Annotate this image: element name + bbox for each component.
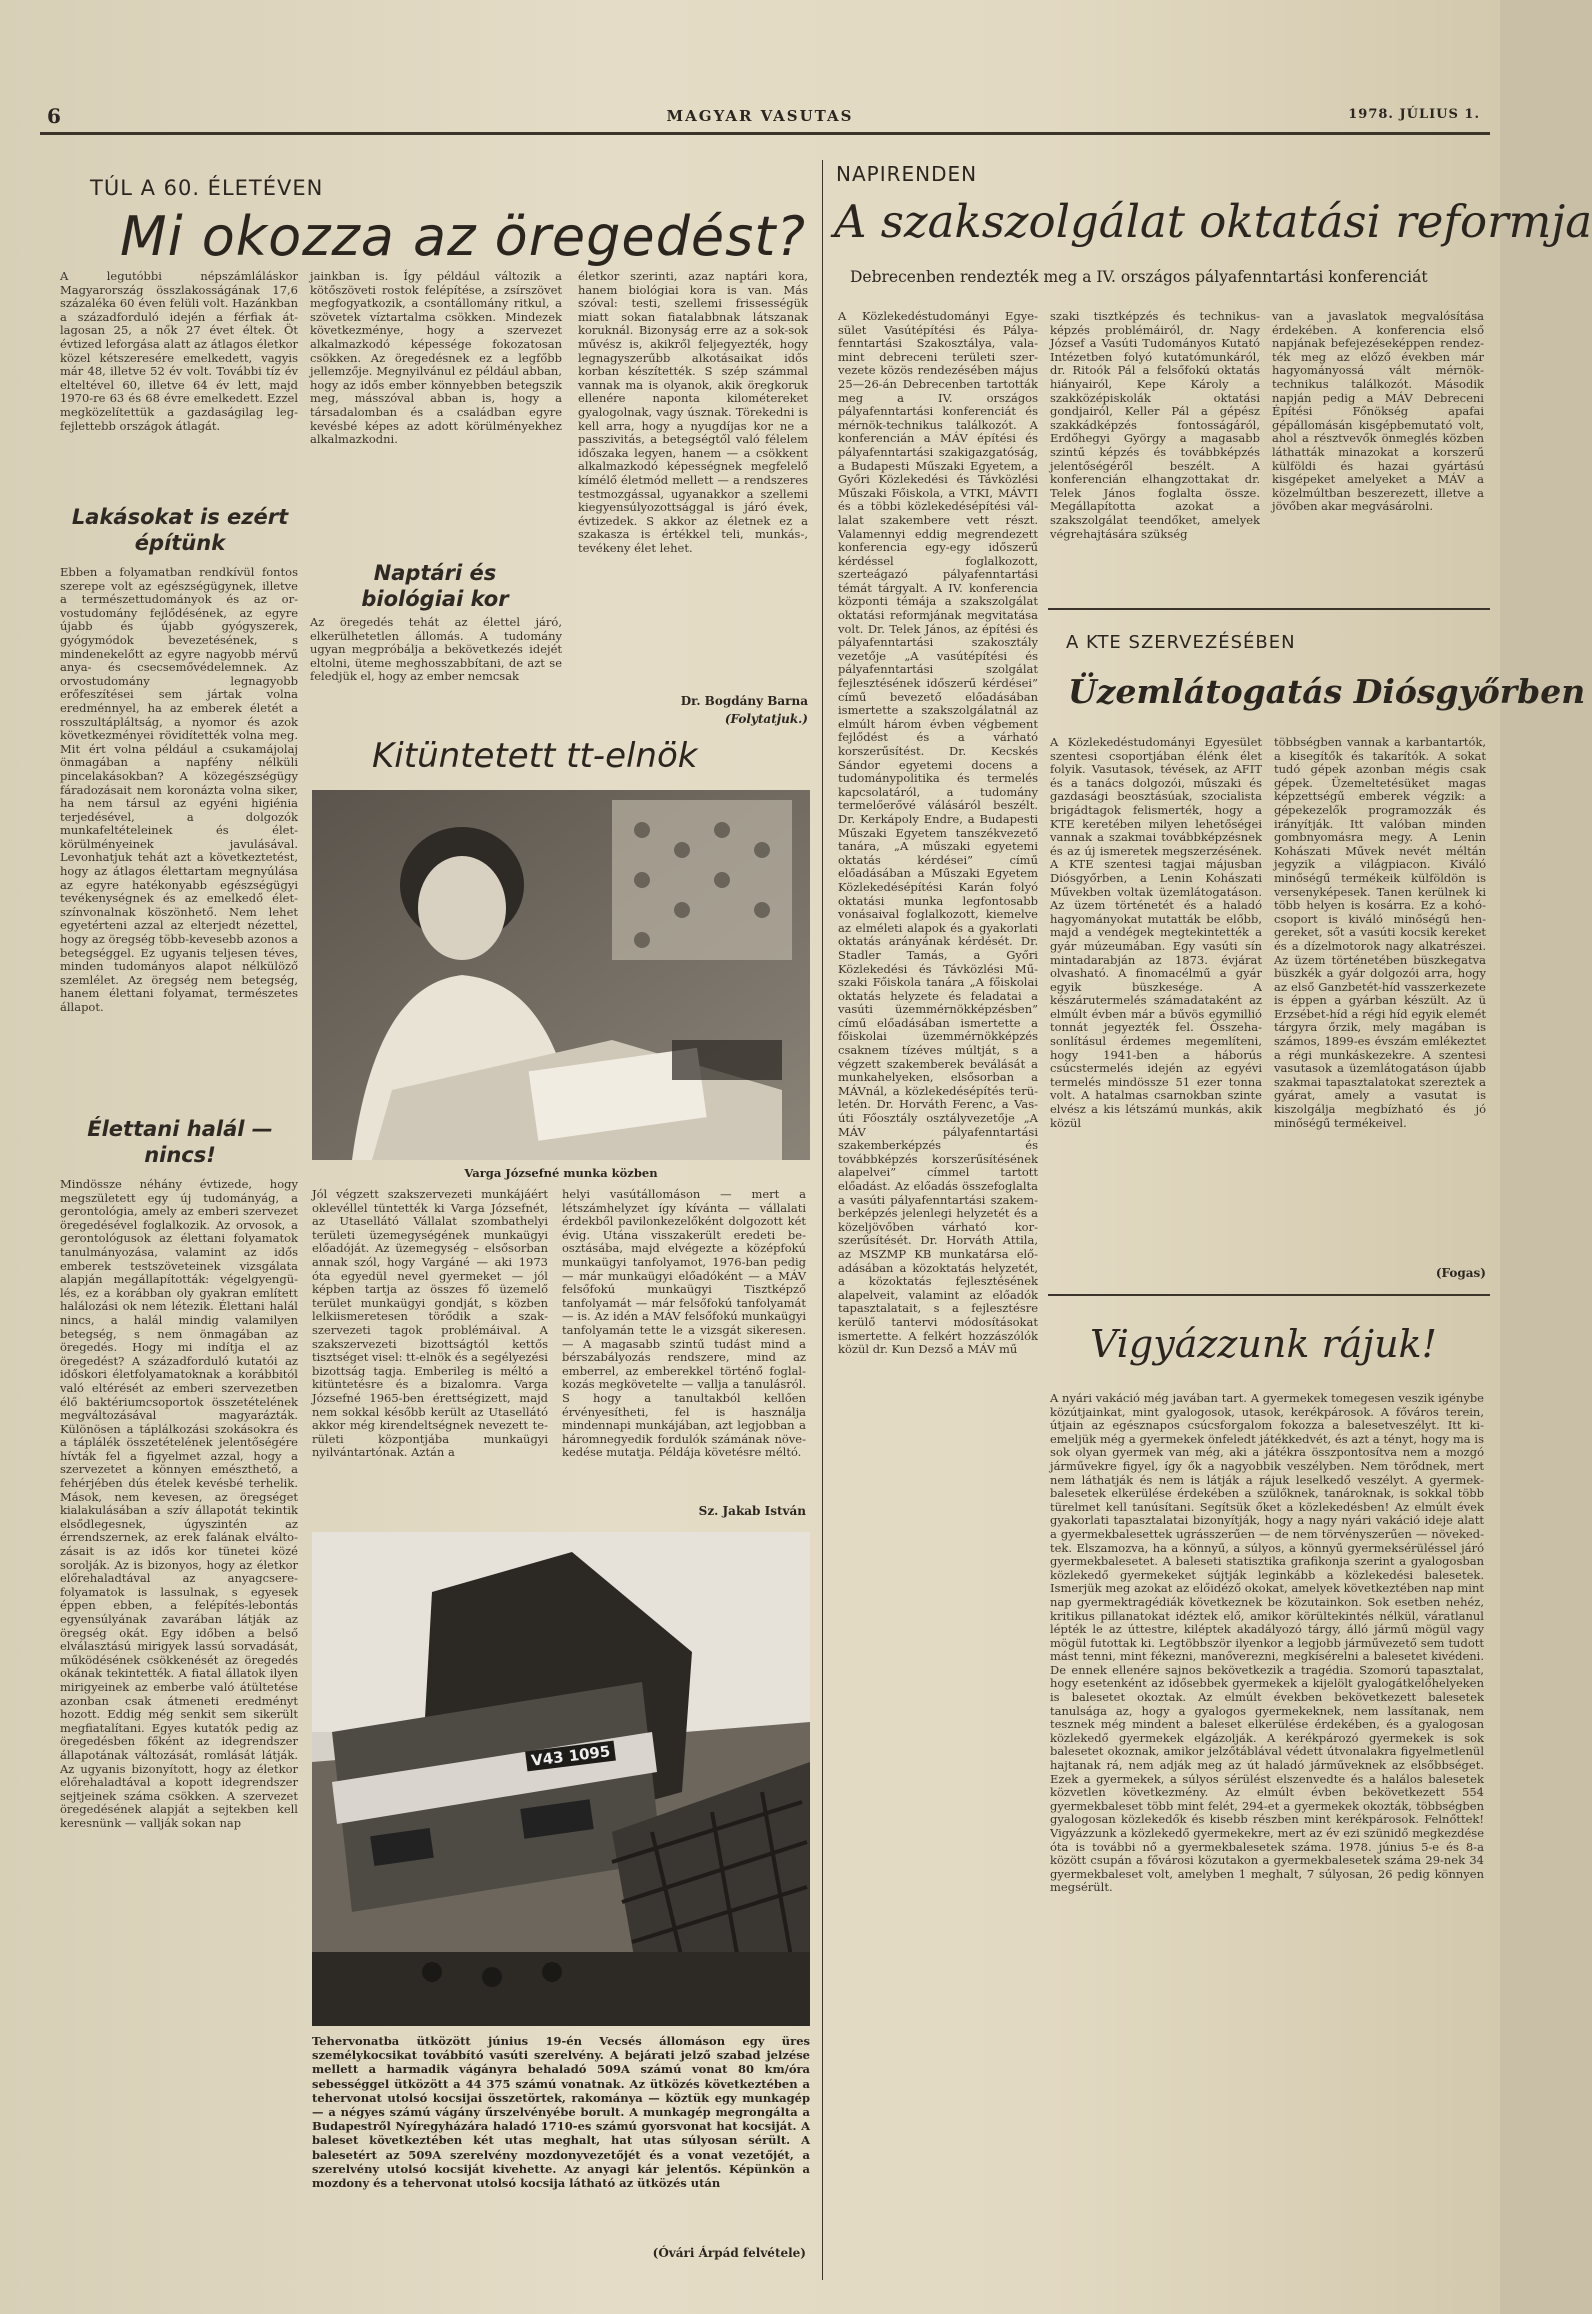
masthead-rule [40, 132, 1490, 135]
factory-kicker: A KTE SZERVEZÉSÉBEN [1066, 632, 1296, 653]
award-col-b: helyi vasútállomáson — mert a létszámhelyzet így kívánta — vállalati érdekből pavilonkezelőként dolgozott két évig. Utána visszakerült eredeti beosztásába, majd elvégezte a középfokú munkaügyi tanfolyamot, 1976-ban pedig — már munkaügyi előadóként — a MÁV felsőfokú munkaügyi Tisztképző tanfolyamát — már felsőfokú tanfolyamát — is. Az idén a MÁV felsőfokú munkaügyi tanfolyamán tette le a vizsgát sikeresen. — A magasabb szintű tudást mind a bérszabályozás rendszere, mind az emberrel, az emberekkel történő foglalkozás megkövetelte — vallja a tanulásról. S hogy a tanultakból kellően érvényesítheti, fel is használja mindennapi munkájában, azt legjobban a háromnegyedik fordulók számának növekedése mutatja. Példája követésre méltó. [562, 1187, 806, 1460]
award-title: Kitüntetett tt-elnök [372, 736, 698, 776]
train-crash-photo [312, 1532, 810, 2026]
reform-subtitle: Debrecenben rendezték meg a IV. országos pályafenntartási konferenciát [850, 268, 1428, 286]
aging-title: Mi okozza az öregedést? [120, 205, 807, 268]
aging-signature-note: (Folytatjuk.) [724, 712, 808, 726]
reform-col2: szaki tisztképzés és technikusképzés problémáiról, dr. Nagy József a Vasúti Tudományos Kutató Intézetben folyó kutatómunkáról, dr. Ritoók Pál a felsőfokú oktatás hiányairól, Kepe Károly a szakközépiskolák oktatási gondjairól, Keller Pál a gépész szakkádképzés fontosságáról, Erdőhegyi György a magasabb szintű képzés és továbbképzés jelentőségéről beszélt. A konferencián elhangzottakat dr. Telek János foglalta össze. Megállapította azokat a szakszolgálat teendőket, amelyek végrehajtására szükség [1050, 309, 1260, 541]
aging-kicker: TÚL A 60. ÉLETÉVEN [90, 176, 324, 200]
train-photo-credit: (Óvári Árpád felvétele) [652, 2246, 806, 2260]
reform-kicker: NAPIRENDEN [836, 162, 978, 186]
issue-date: 1978. JÚLIUS 1. [1348, 107, 1480, 122]
train-crash-caption: Tehervonatba ütközött június 19-én Vecsés állomáson egy üres személykocsikat továbbító vasúti szerelvény. A bejárati jelző szabad jelzése mellett a harmadik vágányra behaladó 509A számú vonat 80 km/óra sebességgel ütközött a 44 375 számú vonatnak. Az ütközés következtében a tehervonat utolsó kocsijai összetörtek, rakománya — köztük egy munkagép — a négyes számú vágány űrszelvényébe borult. A munkagép megrongálta a Budapestről Nyíregyházára haladó 1710-es számú gyorsvonat hat kocsiját. A baleset következtében két utas meghalt, hat utas súlyosan sérült. A balesetért az 509A szerelvény mozdonyvezetőjét és a vonat vezetőjét, a szerelvény utolsó kocsiját kivehette. Az anyagi kár jelentős. Képünkön a mozdony és a tehervonat utolsó kocsija látható az ütközés után [312, 2034, 810, 2191]
aging-signature: Dr. Bogdány Barna [680, 694, 808, 708]
factory-title: Üzemlátogatás Diósgyőrben [1068, 672, 1586, 711]
portrait-photo [312, 790, 810, 1160]
children-title: Vigyázzunk rájuk! [1090, 1322, 1437, 1366]
factory-col1: A Közlekedéstudományi Egyesület szentesi csoportjában élénk élet folyik. Vasutasok, tévések, az AFIT és a tanács dolgozói, műszaki és gazdasági beosztásúak, szocialista brigádtagok felismerték, hogy a KTE keretében milyen lehetőségei vannak a szakmai továbbképzésnek és az új ismeretek megszerzésének. A KTE szentesi tagjai májusban Diósgyőrben, a Lenin Kohászati Művekben voltak üzemlátogatáson. Az üzem történetét és a haladó hagyományokat mutatták be előbb, majd a vendégek megtekintették a gyár múzeumában. Egy vasúti sín mintadarabján az 1873. évjárat olvasható. A finomacélmű a gyár egyik büszkesége. A készárutermelés számadataként az elmúlt évben már a bűvös egymillió tonnát jegyezték fel. Összehasonlításul érdemes megemlíteni, hogy 1941-ben a háborús csúcstermelés idején az egyévi termelés mindössze 51 ezer tonna volt. A hatalmas csarnokban szinte elvész a kis létszámú munkás, akik közül [1050, 735, 1262, 1130]
column-divider [822, 160, 823, 2280]
children-top-rule [1048, 1294, 1490, 1296]
children-body: A nyári vakáció még javában tart. A gyermekek tomegesen veszik igénybe közútjainkat, mint gyalogosok, utasok, kerékpárosok. A főváros terein, útjain az egésznapos csúcsforgalom fokozza a balesetveszélyt. Itt kiemeljük még a gyermekek önfeledt játékkedvét, és azt a tényt, hogy ma is sok olyan gyermek van még, aki a játékra összpontosítva nem a mozgó járművekre figyel, így ők a nagyobbik veszélyben. Nem törődnek, mert nem láthatják és nem is látják a rájuk leselkedő veszélyt. A gyermekbalesetek elkerülése érdekében a szülőknek, tanároknak, is sokkal több türelmet kell tanúsítani. Segítsük őket a közlekedésben! Az elmúlt évek gyakorlati tapasztalatai bizonyítják, hogy a nagy nyári vakáció ideje alatt a gyermekbalesettek ugrásszerűen — de nem törvényszerűen — növekedtek. Elszamozva, ha a könnyű, a súlyos, a könnyű gyermeksérüléssel járó gyermekbalesetet. A baleseti statisztika grafikonja szerint a gyalogosban közlekedő gyermekeket sújtják leginkább a közlekedési balesetek. Ismerjük meg azokat az előidéző okokat, amelyek következtében nap mint nap gyermektragédiák következnek be közutainkon. Sok esetben nehéz, kritikus pillanatokat idéztek elő, amikor körültekintés nélkül, váratlanul lépték le az úttestre, kiléptek akadályozó tárgy, álló jármű mögül vagy mögül futottak ki. Legtöbbször ilyenkor a legjobb járművezető sem tudott mást tenni, mint fékezni, manőverezni, megkísérelni a balesetet kivédeni. De ennek ellenére sajnos bekövetkezik a tragédia. Szomorú tapasztalat, hogy esetenként az idősebbek gyermekek a kijelölt gyalogátkelőhelyeken is balesetet okoztak. Az elmúlt években bekövetkezett balesetek tanulsága az, hogy a gyalogos gyermekeknek, nem lassítanak, nem tesznek még mindent a baleset elkerülése érdekében, és a gyalogosan közlekedő gyermekek elgázolják. A kerékpározó gyermekek is sok balesetet okoznak, amikor jelzőtáblával védett útvonalakra figyelmetlenül hajtanak rá, nem adják meg az út haladó járműveknek az elsőbbséget. Ezek a gyermekek, a súlyos sérülést elszenvedte és a halálos balesetek közvetlen következmény. Az elmúlt évben bekövetkezett 554 gyermekbaleset több mint felét, 294-et a gyermekek okozták, többségben gyalogosan közlekedők és kisebb részben mint kerékpárosok. Felnőttek! Vigyázzunk a közlekedő gyermekekre, mert az év ezi szünidő megkezdése óta is további nő a gyermekbalesetek száma. 1978. június 5-e és 8-a között csupán a fővárosi közutakon a gyermekbalesetek száma 29-nek 34 gyermekbaleset volt, amelyben 1 meghalt, 7 súlyosan, 26 pedig könnyen megsérült. [1050, 1391, 1484, 1895]
aging-subhead-housing: Lakásokat is ezért építünk [71, 505, 289, 555]
award-signature: Sz. Jakab István [698, 1504, 806, 1518]
aging-col1-intro: A legutóbbi népszámláláskor Magyarország összlakosságának 17,6 százaléka 60 éven felüli volt. Hazánkban a századforduló idején a férfiak átlagosan 25, a nők 27 évet éltek. Öt évtized leforgása alatt az átlagos életkor közel kétszeresére emelkedett, vagyis már 48, illetve 52 év volt. További tíz év elteltével 60, illetve 64 év lett, majd 1970-re 63 és 68 évre emelkedett. Ezzel megközelítettük a gazdaságilag legfejlettebb országok átlagát. [60, 269, 298, 433]
portrait-caption: Varga Józsefné munka közben [464, 1166, 658, 1180]
aging-col2-part1: jainkban is. Így például változik a kötőszöveti rostok felépítése, a zsírszövet megfogyatkozik, a csontállomány ritkul, a szövetek víztartalma csökken. Mindezek következménye, hogy a szervezet alkalmazkodó képessége fokozatosan csökken. Az öregedésnek ez a legfőbb jellemzője. Megnyilvánul ez például abban, hogy az idős ember könnyebben betegszik meg, másszóval abban is, hogy a társadalomban és a családban egyre kevésbé képes az adott körülményekhez alkalmazkodni. [310, 269, 562, 447]
aging-subhead-age: Naptári és biológiai kor [361, 561, 509, 611]
factory-top-rule [1048, 608, 1490, 610]
award-col-a: Jól végzett szakszervezeti munkájáért oklevéllel tüntették ki Varga Józsefnét, az Utasellátó Vállalat szombathelyi területi üzemegységének munkaügyi előadóját. Az üzemegység – elsősorban annak szól, hogy Vargáné — aki 1973 óta egyedül nevel gyermeket — jól képben tartja az összes fő üzemelő terület munkaügyi gondját, s közben lelkiismeretesen törődik a szakszervezeti tagok problémáival. A szakszervezeti bizottságtól kettős tisztséget visel: tt-elnök és a segélyezési bizottság tagja. Emberileg is méltó a kitüntetésre és a bizalomra. Varga Józsefné 1965-ben érettségizett, majd nem sokkal később került az Utasellátó akkor még kirendeltségnek nevezett területi központjába munkaügyi nyilvántartónak. Aztán a [312, 1187, 548, 1460]
factory-col2: többségben vannak a karbantartók, a kisegítők és takarítók. A sokat tudó gépek azonban mégis csak gépek. Üzemeltetésüket magas képzettségű emberek végzik: a gépekezelők programozzák és irányítják. Itt valóban minden gombnyomásra megy. A Lenin Kohászati Művek nevét méltán jegyzik a világpiacon. Kiváló minőségű termékeik külföldön is versenyképesek. Tanen kerülnek ki több helyen is kosárra. Ez a kohócsoport is kiváló minőségű hengereket, sőt a vasúti kocsik kereket és a dízelmotorok nagy alkatrészei. Az üzem történetében büszkegatva büszkék a gyár dolgozói arra, hogy az első Ganzbetét-híd vasszerkezete is éppen a gyárban készült. Az ü Erzsébet-híd a régi híd egyik elemét tárgyra őrzik, mely magában is számos, 1899-es évszám emlékeztet a régi munkáskezekre. A szentesi vasutasok a üzemlátogatáson újabb szakmai tapasztalatokat szereztek a gyárat, amely a vasutat is kiszolgálja megbízható és jó minőségű termékeivel. [1274, 735, 1486, 1130]
paper-name: MAGYAR VASUTAS [666, 107, 854, 125]
reform-col3: van a javaslatok megvalósítása érdekében. A konferencia első napjának befejezéseképpen rendezték meg az előző években már hagyományossá vált mérnöktechnikus találkozót. Második napján pedig a MÁV Debreceni Építési Főnökség apafai gépállomásán kisgépbemutató volt, ahol a résztvevők önmeglés közben láthatták minazokat a korszerű külföldi és hazai gyártású kisgépeket amelyeket a MÁV a közelmúltban beszerezett, illetve a jövőben akar megvásárolni. [1272, 309, 1484, 514]
aging-col3: életkor szerinti, azaz naptári kora, hanem biológiai kora is van. Más szóval: testi, szellemi frissességük miatt sokan fiatalabbnak látszanak koruknál. Bizonyság erre az a sok-sok művész is, akikről feljegyezték, hogy legnagyszerűbb alkotásaikat idős korban készítették. S szép számmal vannak ma is olyanok, akik öregkoruk ellenére naponta kilométereket gyalogolnak, vagy úsznak. Törekedni is kell arra, hogy a nyugdíjas kor ne a passzivitás, a betegségtől való félelem időszaka legyen, hanem — a csökkent alkalmazkodó képességnek megfelelő kímélő életmód mellett — a rendszeres testmozgással, ugyanakkor a szellemi kiegyensúlyozottsággal is járó évek, évtizedek. S akkor az életnek ez a szakasza is értékkel teli, munkás-, tevékeny élet lehet. [578, 269, 808, 555]
aging-col1-part3: Mindössze néhány évtizede, hogy megszületett egy új tudományág, a gerontológia, amely az emberi szervezet öregedésével foglalkozik. Az orvosok, a gerontológusok az élettani folyamatok tanulmányozása, valamint az idős emberek testszöveteinek vizsgálata alapján megállapították: végelgyengülés, ez a korábban oly gyakran említett halálozási ok nem létezik. Élettani halál nincs, a halál mindig valamilyen betegség, s nem önmagában az öregedés. Hogy mi indítja el az öregedést? A századforduló kutatói az időskori életfolyamatoknak a korábbitól való eltérését az emberi szervezetben élő baktériumcsoportok összetételének megváltozásával magyarázták. Különösen a táplálkozási szokásokra és a táplálék összetételének jelentőségére hívták fel a figyelmet azzal, hogy a szervezetet a könnyen emészthető, a fehérjében dús ételek kevésbé terhelik. Mások, nem kevesen, az öregséget kialakulásában a szív állapotát tekintik elsődlegesnek, úgyszintén az érrendszernek, az erek falának elváltozásait is az idős kor tünetei közé sorolják. Az is bizonyos, hogy az életkor előrehaladtával az anyagcsere-folyamatok is lassulnak, s egyesek éppen ebben, a felépítés-lebontás egyensúlyának zavarában látják az öregség okát. Egy időben a belső elválasztású mirigyek lassú sorvadását, működésének csökkenését az öregedés okának tekintették. A fiatal állatok ilyen mirigyeinek az emberbe való átültetése azonban csak átmeneti eredményt hozott. Eddig még senkit sem sikerült megfiatalítani. Egyes kutatók pedig az öregedésben főként az idegrendszer állapotának változását, romlását látják. Az ugyanis bizonyított, hogy az életkor előrehaladtával a kopott idegrendszer sejtjeinek száma csökken. A szervezet öregedésének alapját a sejtekben kell keresnünk — vallják sokan nap [60, 1177, 298, 1830]
page-number: 6 [47, 104, 62, 128]
locomotive-number: V43 1095 [525, 1741, 616, 1772]
factory-signature: (Fogas) [1435, 1266, 1486, 1280]
reform-title: A szakszolgálat oktatási reformja [834, 195, 1592, 248]
aging-subhead-death: Élettani halál — nincs! [87, 1117, 273, 1167]
aging-col2-part2: Az öregedés tehát az élettel járó, elkerülhetetlen állomás. A tudomány ugyan megpróbálja a bekövetkezés idejét eltolni, üteme meghosszabbítani, de azt se feledjük el, hogy az ember nemcsak [310, 615, 562, 684]
aging-col1-part2: Ebben a folyamatban rendkívül fontos szerepe volt az egészségügynek, illetve a természettudományok és az orvostudomány fejlődésének, az egyre újabb és újabb gyógyszerek, gyógymódok bevezetésének, s mindenekelőtt az egyre nagyobb mérvű anya- és csecsemővédelemnek. Az orvostudomány legnagyobb erőfeszítései sem jártak volna eredménnyel, ha az emberek életét a rosszultápláltság, a nyomor és azok következményei rövidítették volna meg. Mit ért volna például a csukamájolaj önmagában a napfény nélküli pincelakásokban? A közegészségügy fáradozásait nem koronázta volna siker, ha nem társul az egyéni higiénia terjedésével, a dolgozók munkafeltételeinek és életkörülményeinek javulásával. Levonhatjuk tehát azt a következtetést, hogy az átlagos élettartam megnyúlása az egyre hatékonyabb egészségügyi tevékenységnek és az emelkedő életszínvonalnak köszönhető. Nem lehet egyetérteni azzal az elterjedt nézettel, hogy az öregség több-kevesebb azonos a betegséggel. Ez ugyanis teljesen téves, minden tudományos alapot nélkülöző szemlélet. Az öregség nem betegség, hanem élettani folyamat, természetes állapot. [60, 565, 298, 1014]
reform-col1: A Közlekedéstudományi Egyesület Vasútépítési és Pályafenntartási Szakosztálya, valamint debreceni területi szervezete közös rendezésében május 25—26-án Debrecenben tartották meg a IV. országos pályafenntartási konferenciát és mérnök-technikus találkozót. A konferencián a MÁV építési és pályafenntartási szakigazgatóság, a Budapesti Műszaki Egyetem, a Győri Közlekedési és Távközlési Műszaki Főiskola, a VTKI, MÁVTI és a többi közlekedésépítési vállalat szakembere vett részt. Valamennyi eddig megrendezett konferencia egy-egy időszerű kérdéssel foglalkozott, szerteágazó pályafenntartási témát tárgyalt. A IV. konferencia központi témája a szakszolgálat oktatási reformjának megvitatása volt. Dr. Telek János, az építési és pályafenntartási szakosztály vezetője „A vasútépítési és pályafenntartási szolgálat fejlesztésének időszerű kérdései” című bevezető előadásában ismertette a szakszolgálatnál az elmúlt három évben végbement fejlődést és a várható korszerűsítést. Dr. Kecskés Sándor egyetemi docens a tudománypolitika és termelés kapcsolatáról, a tudomány termelőerővé válásáról beszélt. Dr. Kerkápoly Endre, a Budapesti Műszaki Egyetem tanszékvezető tanára, „A műszaki egyetemi oktatás kérdései” című előadásában a Műszaki Egyetem Közlekedésépítési Karán folyó oktatási munka legfontosabb vonásaival foglalkozott, kiemelve az elméleti alapok és a gyakorlati oktatás arányának kérdését. Dr. Stadler Tamás, a Győri Közlekedési és Távközlési Műszaki Főiskola tanára „A főiskolai oktatás helyzete és feladatai a vasúti üzemmérnökképzésben” című előadásában ismertette a főiskolai üzemmérnökképzés csaknem tízéves múltját, s a végzett szakemberek beválását a munkahelyeken, elsősorban a MÁVnál, a közlekedésépítés területén. Dr. Horváth Ferenc, a Vasúti Főosztály osztályvezetője „A MÁV pályafenntartási szakemberképzés és továbbképzés korszerűsítésének alapelvei” címmel tartott előadást. Az előadás összefoglalta a vasúti pályafenntartási szakemberképzés jelenlegi helyzetét és a közeljövőben várható korszerűsítését. Dr. Horváth Attila, az MSZMP KB munkatársa előadásában a közoktatás helyzetét, a közoktatás fejlesztésének alapelveit, valamint az előadók tapasztalatait, s a fejlesztésre kerülő tantervi módosításokat ismertette. A felkért hozzászólók közül dr. Kun Dezső a MÁV mű [838, 309, 1038, 1357]
